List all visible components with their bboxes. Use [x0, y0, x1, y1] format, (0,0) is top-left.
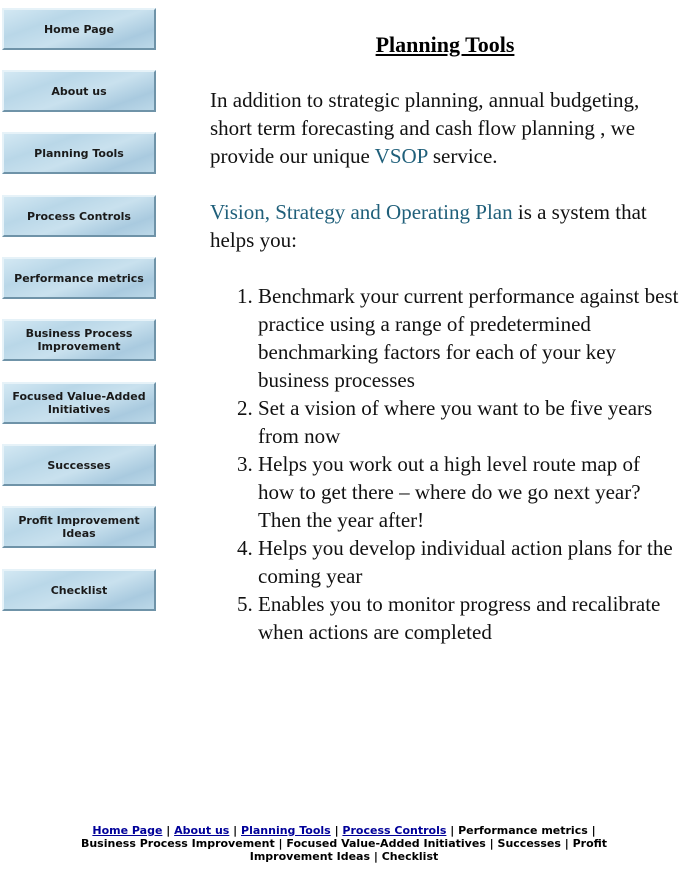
vsop-paragraph	[210, 198, 680, 254]
footer-item-focused-initiatives: Focused Value-Added Initiatives	[286, 837, 486, 850]
list-item: 3. Helps you work out a high level route map of how to get there – where do we go next year? Then the year after!	[258, 450, 680, 534]
vsop-highlight: VSOP	[374, 144, 428, 168]
nav-process-controls-button[interactable]	[2, 195, 156, 237]
intro-text: In addition to strategic planning, annual budgeting, short term forecasting and cash flow planning , we provide our unique	[210, 88, 640, 168]
footer-separator: |	[330, 824, 343, 837]
footer-item-profit-improvement: Profit Improvement Ideas	[249, 837, 608, 863]
footer-item-performance-metrics: Performance metrics	[458, 824, 588, 837]
vsop-name-highlight: Vision, Strategy and Operating Plan	[210, 200, 513, 224]
nav-successes-button[interactable]	[2, 444, 156, 486]
nav-checklist-button[interactable]	[2, 569, 156, 611]
nav-focused-initiatives-label: Focused Value-Added Initiatives	[12, 390, 146, 416]
nav-profit-improvement-button[interactable]	[2, 506, 156, 548]
footer-link-process-controls[interactable]: Process Controls	[342, 824, 447, 837]
footer-separator: |	[274, 837, 287, 850]
footer-item-business-process-improvement: Business Process Improvement	[80, 837, 275, 850]
nav-focused-initiatives-button[interactable]	[2, 382, 156, 424]
list-item: 2. Set a vision of where you want to be five years from now	[258, 394, 680, 450]
footer-link-about[interactable]: About us	[174, 824, 230, 837]
nav-home-label: Home Page	[43, 22, 115, 36]
main-content	[210, 30, 680, 646]
nav-performance-metrics-button[interactable]	[2, 257, 156, 299]
nav-successes-label: Successes	[47, 458, 111, 472]
nav-business-process-improvement-button[interactable]	[2, 319, 156, 361]
vsop-text: is a system that helps you:	[210, 200, 647, 252]
nav-about-button[interactable]	[2, 70, 156, 112]
intro-paragraph	[210, 86, 680, 170]
nav-checklist-label: Checklist	[50, 583, 108, 597]
footer-link-home[interactable]: Home Page	[92, 824, 163, 837]
nav-planning-tools-button[interactable]	[2, 132, 156, 174]
footer-item-checklist: Checklist	[381, 850, 439, 863]
nav-process-controls-label: Process Controls	[27, 209, 131, 223]
footer-separator: |	[485, 837, 498, 850]
list-item: 4. Helps you develop individual action plans for the coming year	[258, 534, 680, 590]
nav-planning-tools-label: Planning Tools	[34, 146, 124, 160]
footer-separator: |	[229, 824, 242, 837]
nav-home-button[interactable]	[2, 8, 156, 50]
nav-performance-metrics-label: Performance metrics	[14, 271, 144, 285]
footer-separator: |	[587, 824, 596, 837]
footer-item-successes: Successes	[497, 837, 561, 850]
footer-separator: |	[560, 837, 573, 850]
list-item: 5. Enables you to monitor progress and recalibrate when actions are completed	[258, 590, 680, 646]
list-item: 1. Benchmark your current performance against best practice using a range of predetermined benchmarking factors for each of your key business processes	[258, 282, 680, 394]
steps-list	[210, 282, 680, 646]
footer-link-planning-tools[interactable]: Planning Tools	[241, 824, 331, 837]
page-title: Planning Tools	[375, 32, 515, 57]
nav-business-process-improvement-label: Business Process Improvement	[25, 327, 133, 353]
footer-separator: |	[162, 824, 175, 837]
footer-separator: |	[370, 850, 382, 863]
intro-end-text: service.	[427, 144, 498, 168]
nav-profit-improvement-label: Profit Improvement Ideas	[18, 514, 140, 540]
footer-nav	[70, 824, 618, 863]
nav-about-label: About us	[51, 84, 107, 98]
footer-separator: |	[446, 824, 459, 837]
